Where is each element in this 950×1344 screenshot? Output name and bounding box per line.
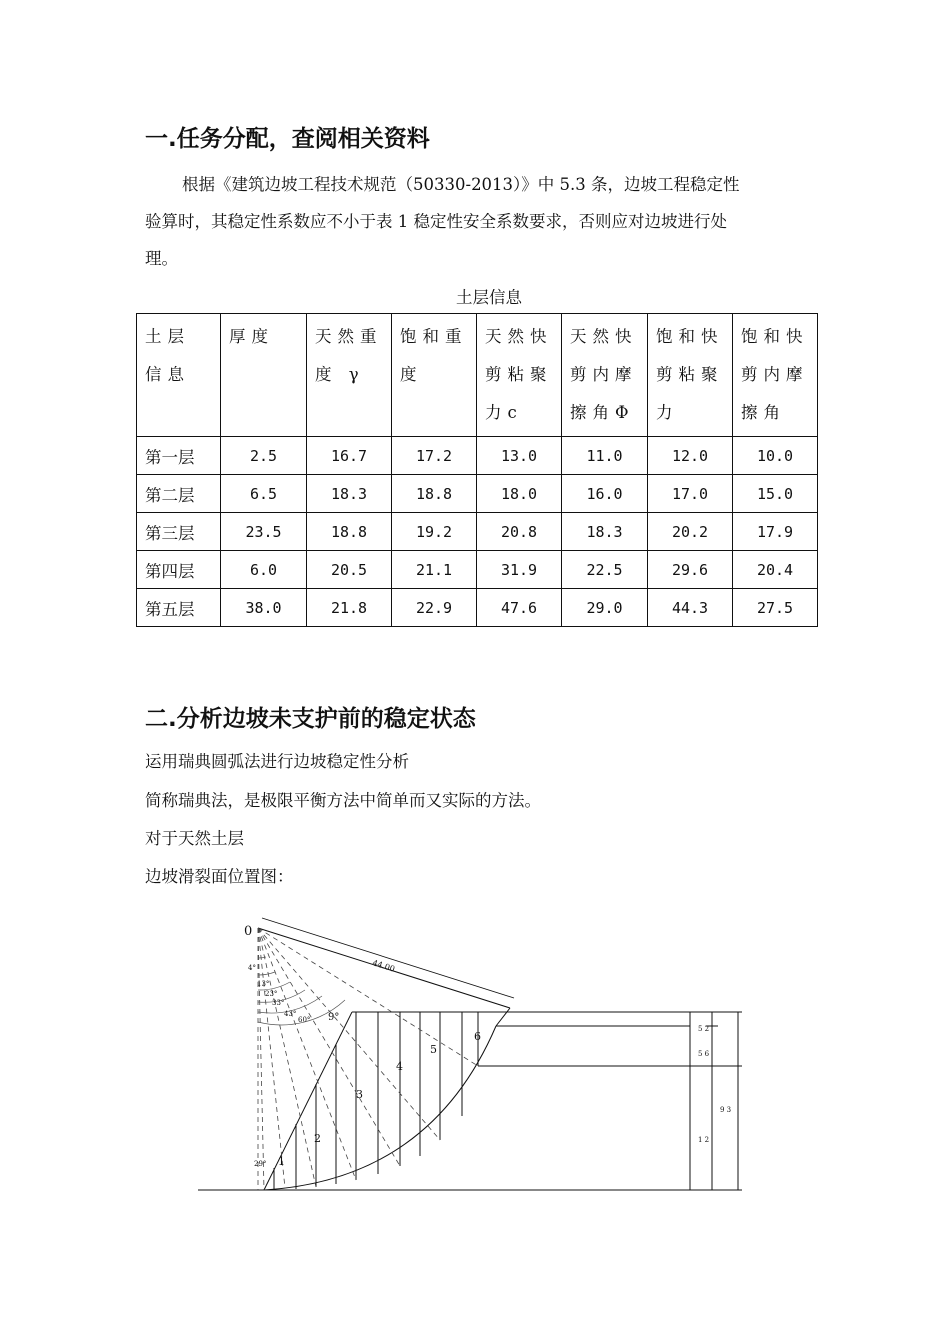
header-cell: 饱和快剪内摩擦角 — [733, 314, 818, 437]
radial-line — [258, 928, 316, 1187]
section1-heading: 一.任务分配，查阅相关资料 — [145, 126, 430, 152]
table-cell: 18.3 — [307, 475, 392, 513]
table-cell: 第三层 — [137, 513, 221, 551]
table-caption: 土层信息 — [456, 288, 522, 307]
table-cell: 29.0 — [562, 589, 648, 627]
radius-dimension-line — [262, 918, 514, 998]
table-cell: 20.2 — [648, 513, 733, 551]
angle-label: 33° — [272, 999, 285, 1007]
table-cell: 17.2 — [392, 437, 477, 475]
header-cell: 天然重度 γ — [307, 314, 392, 437]
angle-label: 23° — [265, 990, 278, 998]
radial-line — [258, 928, 356, 1180]
table-cell: 10.0 — [733, 437, 818, 475]
table-cell: 20.5 — [307, 551, 392, 589]
table-cell: 6.5 — [221, 475, 307, 513]
table-cell: 29.6 — [648, 551, 733, 589]
table-cell: 17.0 — [648, 475, 733, 513]
slice-label: 3 — [356, 1088, 363, 1101]
header-cell: 饱和重度 — [392, 314, 477, 437]
angle-label: 43° — [284, 1010, 297, 1018]
section1-paragraph-line3: 理。 — [145, 249, 178, 268]
table-cell: 20.8 — [477, 513, 562, 551]
table-cell: 2.5 — [221, 437, 307, 475]
radius-label: 44.00 — [371, 958, 396, 974]
table-cell: 15.0 — [733, 475, 818, 513]
radius-end-line — [496, 1008, 510, 1026]
center-label: 0 — [244, 924, 253, 939]
section2-line2: 简称瑞典法，是极限平衡方法中简单而又实际的方法。 — [145, 791, 541, 810]
table-cell: 20.4 — [733, 551, 818, 589]
table-cell: 23.5 — [221, 513, 307, 551]
section2-line1: 运用瑞典圆弧法进行边坡稳定性分析 — [145, 752, 409, 771]
header-cell: 饱和快剪粘聚力 — [648, 314, 733, 437]
table-cell: 第二层 — [137, 475, 221, 513]
header-cell: 厚度 — [221, 314, 307, 437]
table-cell: 11.0 — [562, 437, 648, 475]
table-cell: 第五层 — [137, 589, 221, 627]
header-cell: 土层信息 — [137, 314, 221, 437]
table-cell: 21.1 — [392, 551, 477, 589]
section1-paragraph-line2: 验算时，其稳定性系数应不小于表 1 稳定性安全系数要求，否则应对边坡进行处 — [145, 212, 727, 231]
table-cell: 12.0 — [648, 437, 733, 475]
slice-label: 2 — [314, 1132, 321, 1145]
section1-paragraph-line1: 根据《建筑边坡工程技术规范（50330-2013）》中 5.3 条，边坡工程稳定性 — [182, 175, 740, 194]
slice-label: 5 — [430, 1043, 437, 1056]
table-cell: 6.0 — [221, 551, 307, 589]
angle-label: 60° — [298, 1016, 311, 1024]
table-cell: 18.8 — [392, 475, 477, 513]
table-cell: 第四层 — [137, 551, 221, 589]
radial-line — [258, 928, 440, 1140]
slice-label: 6 — [474, 1030, 481, 1043]
table-cell: 22.5 — [562, 551, 648, 589]
section2-line3: 对于天然土层 — [145, 829, 244, 848]
table-cell: 31.9 — [477, 551, 562, 589]
table-cell: 18.0 — [477, 475, 562, 513]
table-cell: 17.9 — [733, 513, 818, 551]
dimension-label: 5 6 — [698, 1050, 710, 1058]
table-cell: 16.7 — [307, 437, 392, 475]
dimension-label: 1 2 — [698, 1136, 710, 1144]
table-cell: 16.0 — [562, 475, 648, 513]
table-cell: 21.8 — [307, 589, 392, 627]
table-cell: 19.2 — [392, 513, 477, 551]
table-cell: 第一层 — [137, 437, 221, 475]
angle-arc — [258, 972, 275, 975]
table-cell: 27.5 — [733, 589, 818, 627]
table-cell: 13.0 — [477, 437, 562, 475]
table-cell: 18.3 — [562, 513, 648, 551]
angle-label: 4° — [248, 964, 256, 972]
dimension-label: 9 3 — [720, 1106, 732, 1114]
radial-line — [258, 928, 264, 1190]
small-angle-label: 29° — [254, 1160, 267, 1168]
table-cell: 44.3 — [648, 589, 733, 627]
section2-line4: 边坡滑裂面位置图： — [145, 867, 294, 886]
angle-label: 13° — [257, 980, 270, 988]
table-cell: 22.9 — [392, 589, 477, 627]
table-cell: 18.8 — [307, 513, 392, 551]
table-cell: 38.0 — [221, 589, 307, 627]
header-cell: 天然快剪内摩擦角Φ — [562, 314, 648, 437]
table-cell: 47.6 — [477, 589, 562, 627]
slip-arc — [264, 1026, 496, 1190]
section2-heading: 二.分析边坡未支护前的稳定状态 — [145, 706, 476, 732]
slice-label: 4 — [396, 1060, 403, 1073]
left-angle-label: 9° — [328, 1012, 340, 1023]
dimension-label: 5 2 — [698, 1025, 710, 1033]
slice-label: 1 — [278, 1155, 285, 1168]
header-cell: 天然快剪粘聚力c — [477, 314, 562, 437]
